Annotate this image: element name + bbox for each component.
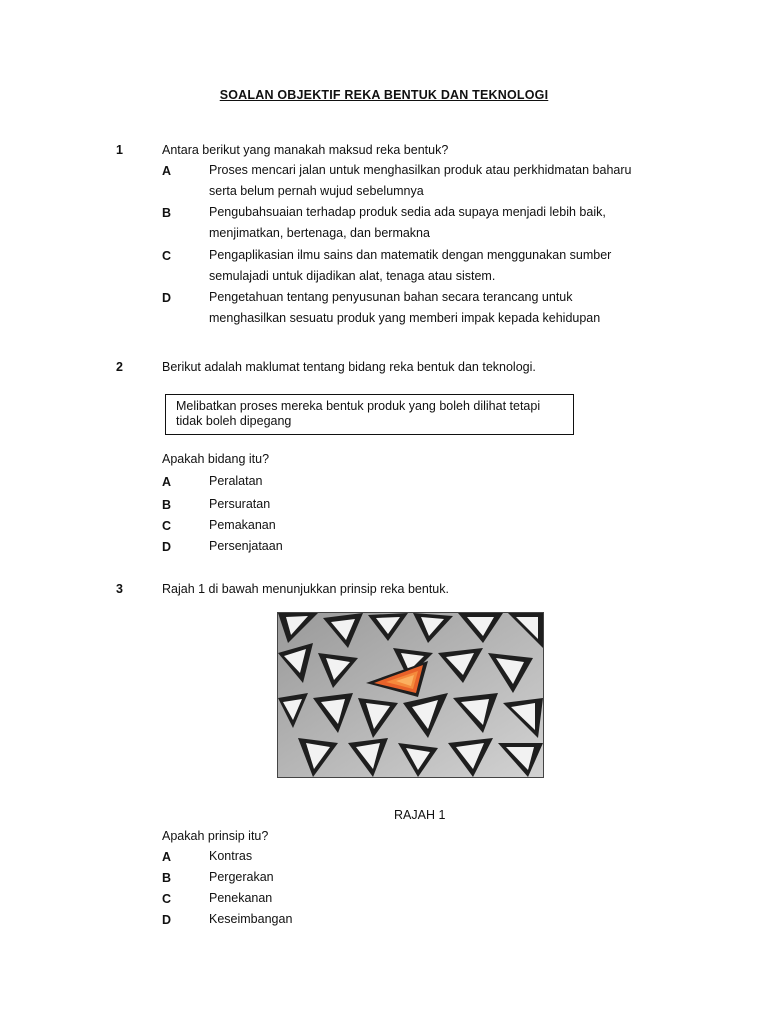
question-2-prompt: Apakah bidang itu? xyxy=(162,452,270,466)
info-box-line1: Melibatkan proses mereka bentuk produk yang boleh dilihat tetapi xyxy=(176,399,541,413)
figure-rajah-1 xyxy=(277,612,544,778)
q2-option-d-text: Persenjataan xyxy=(209,539,283,553)
q1-option-a-line1: Proses mencari jalan untuk menghasilkan produk atau perkhidmatan baharu xyxy=(209,163,632,177)
figure-caption: RAJAH 1 xyxy=(394,808,446,822)
q3-option-c-text: Penekanan xyxy=(209,891,273,905)
q1-option-c-text xyxy=(209,245,659,287)
q1-option-d-text xyxy=(209,287,659,329)
q3-option-b-letter: B xyxy=(162,871,172,885)
info-box xyxy=(165,394,574,435)
q3-option-a-letter: A xyxy=(162,850,172,864)
q2-option-d-letter: D xyxy=(162,540,172,554)
question-3-number: 3 xyxy=(116,582,123,596)
question-3-text: Rajah 1 di bawah menunjukkan prinsip reka bentuk. xyxy=(162,582,449,596)
q3-option-a-text: Kontras xyxy=(209,849,253,863)
q3-option-c-letter: C xyxy=(162,892,172,906)
q2-option-a-text: Peralatan xyxy=(209,474,263,488)
info-box-line2: tidak boleh dipegang xyxy=(176,414,292,428)
q3-option-d-letter: D xyxy=(162,913,172,927)
q2-option-c-letter: C xyxy=(162,519,172,533)
q1-option-b-text xyxy=(209,202,659,244)
question-3-prompt: Apakah prinsip itu? xyxy=(162,829,269,843)
q1-option-c-line2: semulajadi untuk dijadikan alat, tenaga atau sistem. xyxy=(209,269,496,283)
q2-option-b-text: Persuratan xyxy=(209,497,271,511)
q1-option-b-letter: B xyxy=(162,206,172,220)
question-1-text: Antara berikut yang manakah maksud reka bentuk? xyxy=(162,143,449,157)
triangles-illustration xyxy=(278,613,543,777)
q3-option-b-text: Pergerakan xyxy=(209,870,274,884)
q1-option-d-line2: menghasilkan sesuatu produk yang memberi impak kepada kehidupan xyxy=(209,311,601,325)
q1-option-a-line2: serta belum pernah wujud sebelumnya xyxy=(209,184,424,198)
q1-option-c-letter: C xyxy=(162,249,172,263)
q2-option-b-letter: B xyxy=(162,498,172,512)
q1-option-a-text xyxy=(209,160,659,202)
q1-option-d-letter: D xyxy=(162,291,172,305)
q1-option-b-line1: Pengubahsuaian terhadap produk sedia ada supaya menjadi lebih baik, xyxy=(209,205,606,219)
q3-option-d-text: Keseimbangan xyxy=(209,912,293,926)
question-1-number: 1 xyxy=(116,143,123,157)
q2-option-c-text: Pemakanan xyxy=(209,518,276,532)
q1-option-a-letter: A xyxy=(162,164,172,178)
page-title: SOALAN OBJEKTIF REKA BENTUK DAN TEKNOLOGI xyxy=(219,88,549,102)
q1-option-c-line1: Pengaplikasian ilmu sains dan matematik dengan menggunakan sumber xyxy=(209,248,612,262)
question-2-text: Berikut adalah maklumat tentang bidang reka bentuk dan teknologi. xyxy=(162,360,536,374)
q2-option-a-letter: A xyxy=(162,475,172,489)
question-2-number: 2 xyxy=(116,360,123,374)
q1-option-d-line1: Pengetahuan tentang penyusunan bahan secara terancang untuk xyxy=(209,290,573,304)
q1-option-b-line2: menjimatkan, bertenaga, dan bermakna xyxy=(209,226,430,240)
